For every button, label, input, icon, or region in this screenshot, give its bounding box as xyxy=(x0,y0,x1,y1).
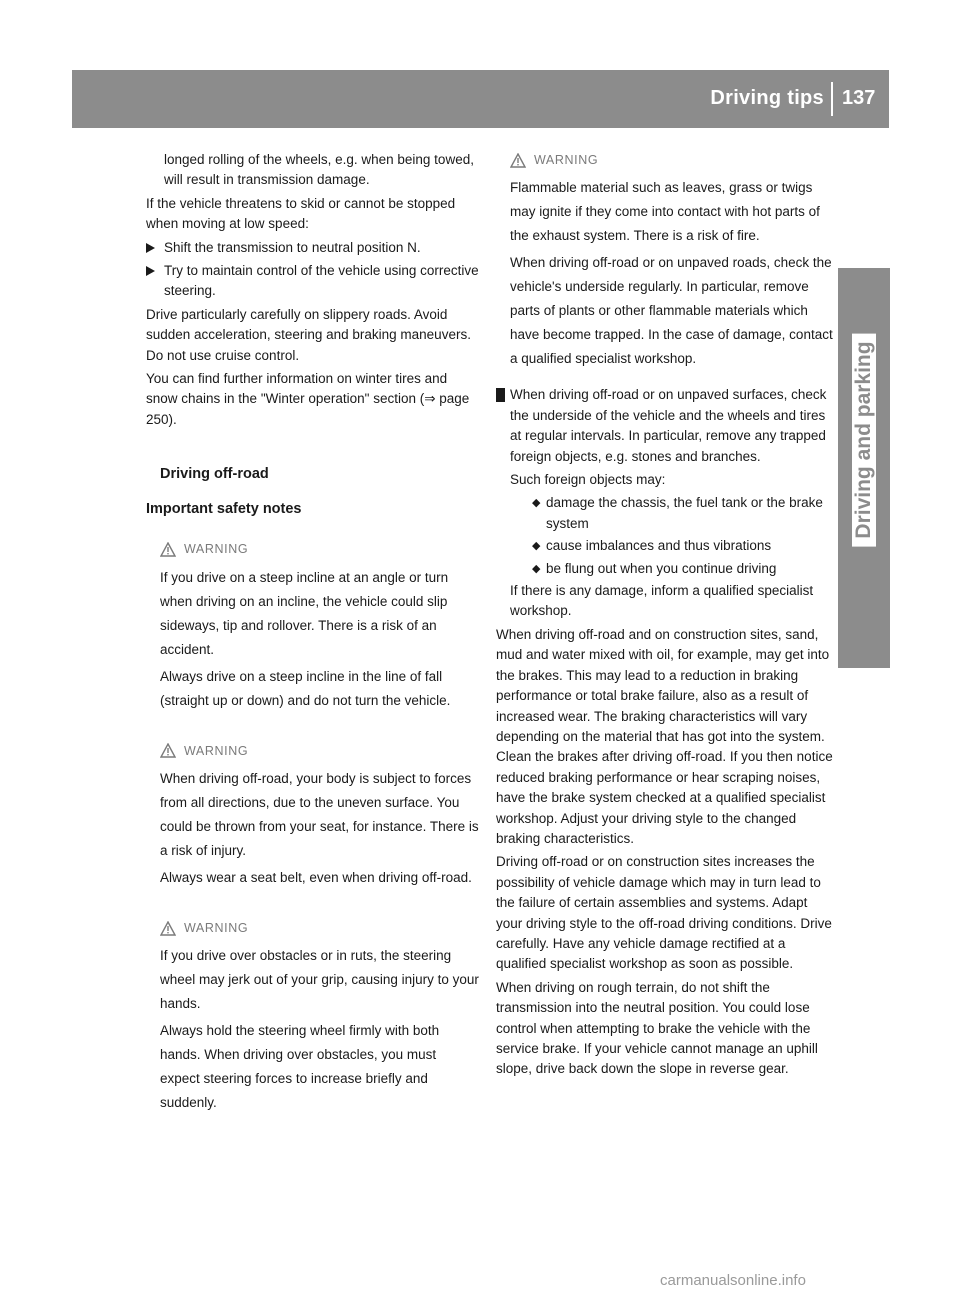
warning-triangle-icon xyxy=(160,921,176,936)
warning-triangle-icon xyxy=(160,743,176,758)
step-text: Try to maintain control of the vehicle using corrective steering. xyxy=(164,263,479,299)
warning-text: Flammable material such as leaves, grass or twigs may ignite if they come into contact with hot parts of the exhaust system. There is a risk of fire. xyxy=(510,180,820,244)
paragraph: When driving on rough terrain, do not shift the transmission into the neutral position. You could lose control when attempting to brake the vehicle with the service brake. If your vehicle cannot manage an uphill slope, drive back down the slope in reverse gear. xyxy=(496,979,818,1077)
warning-triangle-icon xyxy=(160,542,176,557)
step-arrow-icon xyxy=(146,243,155,253)
warning-box xyxy=(496,150,836,371)
right-column xyxy=(496,150,836,1083)
warning-box xyxy=(146,741,479,890)
chapter-title: Driving tips xyxy=(710,87,824,109)
warning-triangle-icon xyxy=(510,153,526,168)
instruction-step xyxy=(146,238,479,258)
bullet-icon: ◆ xyxy=(532,497,541,510)
header-separator xyxy=(831,82,833,116)
warning-label: WARNING xyxy=(184,743,249,758)
warning-text: When driving off-road, your body is subject to forces from all directions, due to the uneven surface. You could be thrown from your seat, for instance. There is a risk of injury. xyxy=(160,770,479,858)
list-item xyxy=(510,559,836,579)
paragraph: If the vehicle threatens to skid or cannot be stopped when moving at low speed: xyxy=(146,195,456,232)
list-item-text: damage the chassis, the fuel tank or the brake system xyxy=(546,495,823,531)
bullet-icon: ◆ xyxy=(532,562,541,575)
warning-label: WARNING xyxy=(184,920,249,935)
list-item-text: be flung out when you continue driving xyxy=(546,560,777,576)
bullet-icon: ◆ xyxy=(532,540,541,553)
warning-box xyxy=(146,918,479,1115)
list-item xyxy=(510,536,836,556)
list-item xyxy=(510,493,836,534)
list-item-text: cause imbalances and thus vibrations xyxy=(546,538,772,554)
side-tab-label: Driving and parking xyxy=(852,333,876,546)
note-text: When driving off-road or on unpaved surfaces, check the underside of the vehicle and the wheels and tires at regular intervals. In particular, remove any trapped foreign objects, e.g. stones and branches. xyxy=(510,387,827,464)
warning-label: WARNING xyxy=(534,153,599,167)
warning-text: If you drive on a steep incline at an angle or turn when driving on an incline, the vehicle could slip sideways, tip and rollover. There is a risk of an accident. xyxy=(160,569,449,657)
paragraph: When driving off-road and on construction sites, sand, mud and water mixed with oil, for example, may get into the brakes. This may lead to a reduction in braking performance or total brake failure, also as a result of increased wear. The braking characteristics will vary depending on the material that has got into the system. Clean the brakes after driving off-road. If you then notice reduced braking performance or hear scraping noises, have the brake system checked at a qualified specialist workshop. Adjust your driving style to the changed braking characteristics. xyxy=(496,626,833,846)
paragraph: Driving off-road or on construction sites increases the possibility of vehicle damage which may in turn lead to the failure of certain assemblies and systems. Adapt your driving style to the off-road driving conditions. Drive carefully. Have any vehicle damage rectified at a qualified specialist workshop as soon as possible. xyxy=(496,854,832,972)
warning-text: When driving off-road or on unpaved roads, check the vehicle's underside regularly. In particular, remove parts of plants or other flammable materials which have become trapped. In the case of damage, contact a qualified specialist workshop. xyxy=(510,255,833,367)
note-icon xyxy=(496,388,505,402)
footer-watermark: carmanualsonline.info xyxy=(660,1272,806,1289)
step-arrow-icon xyxy=(146,266,155,276)
note-text: If there is any damage, inform a qualified specialist workshop. xyxy=(510,583,814,619)
warning-text: Always wear a seat belt, even when driving off-road. xyxy=(160,869,472,885)
warning-text: If you drive over obstacles or in ruts, the steering wheel may jerk out of your grip, causing injury to your hands. xyxy=(160,948,479,1012)
section-title: Driving off-road xyxy=(160,466,269,483)
page-number: 137 xyxy=(842,87,876,109)
warning-text: Always hold the steering wheel firmly with both hands. When driving over obstacles, you must expect steering forces to increase briefly and suddenly. xyxy=(160,1023,440,1111)
paragraph: longed rolling of the wheels, e.g. when being towed, will result in transmission damage. xyxy=(164,152,474,188)
warning-label: WARNING xyxy=(184,542,249,557)
note-text: Such foreign objects may: xyxy=(510,472,666,488)
left-column xyxy=(146,150,479,1143)
subsection-title: Important safety notes xyxy=(146,500,302,517)
paragraph: You can find further information on winter tires and snow chains in the "Winter operation" section (⇒ page 250). xyxy=(146,371,470,427)
warning-box xyxy=(146,539,479,712)
environment-note xyxy=(496,385,836,621)
warning-text: Always drive on a steep incline in the line of fall (straight up or down) and do not turn the vehicle. xyxy=(160,668,451,708)
instruction-step xyxy=(146,261,479,302)
paragraph: Drive particularly carefully on slippery roads. Avoid sudden acceleration, steering and braking maneuvers. Do not use cruise control. xyxy=(146,306,471,363)
step-text: Shift the transmission to neutral position N. xyxy=(164,239,421,255)
